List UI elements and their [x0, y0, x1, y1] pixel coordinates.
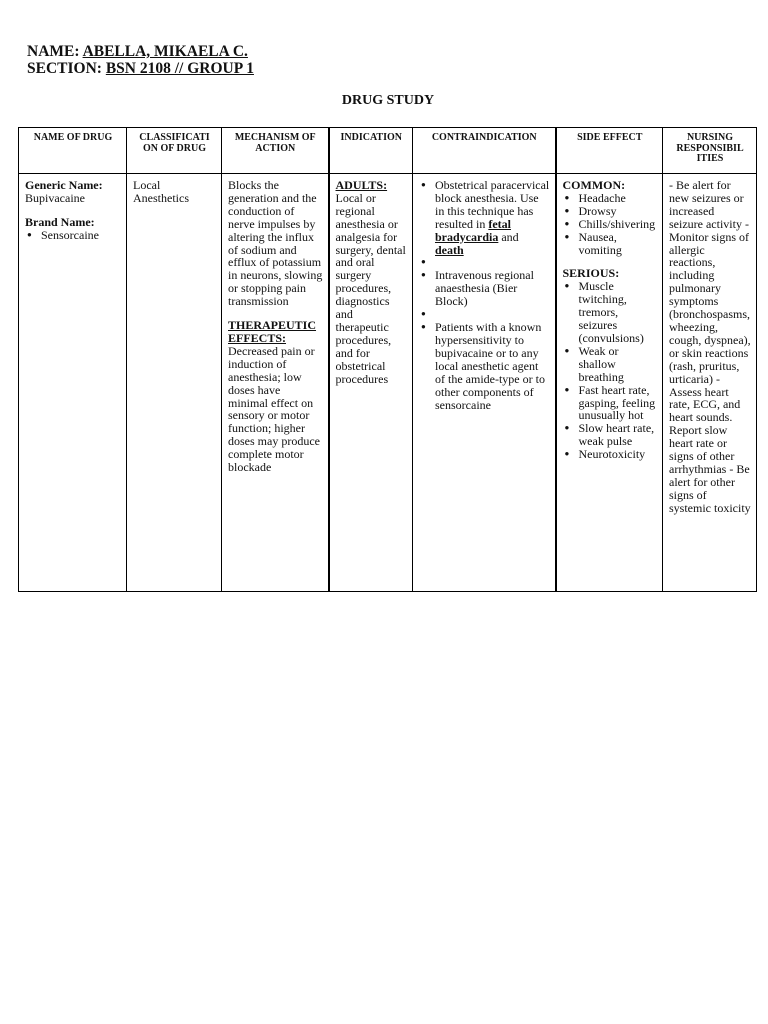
- common-side-effects: [563, 192, 658, 257]
- list-item: [419, 179, 550, 256]
- page-title: DRUG STUDY: [341, 93, 435, 108]
- contraindication-text: Obstetrical paracervical block anesthesia. Use in this technique has resulted in: [435, 178, 550, 231]
- serious-side-effects: [563, 280, 658, 461]
- cell-contraindication: [413, 174, 556, 592]
- generic-name-value: Bupivacaine: [25, 190, 85, 205]
- name-label: NAME:: [27, 43, 80, 60]
- contraindication-text: and: [498, 229, 519, 244]
- column-header-indication: INDICATION: [329, 128, 413, 174]
- serious-label: SERIOUS:: [562, 266, 620, 281]
- header: [27, 43, 254, 77]
- list-item: ● Chills/shivering: [563, 218, 658, 231]
- list-item: ● Patients with a known hypersensitivity to bupivacaine or to any local anesthetic agent of the amide-type or to other components of sensorcaine: [419, 321, 550, 411]
- column-header-classification: CLASSIFICATI ON OF DRUG: [127, 128, 222, 174]
- therapeutic-effects-label: THERAPEUTIC EFFECTS:: [228, 318, 317, 345]
- name-line: [27, 43, 254, 60]
- table-row: [19, 174, 757, 592]
- column-header-nursing: NURSING RESPONSIBIL ITIES: [663, 128, 757, 174]
- list-item: ● Nausea, vomiting: [563, 231, 658, 257]
- brand-name-list: [25, 229, 121, 242]
- drug-study-table: [18, 127, 757, 592]
- therapeutic-effects-text: Decreased pain or induction of anesthesia; low doses have minimal effect on sensory or motor function; higher doses may produce complete motor blockade: [228, 343, 320, 475]
- cell-classification: Local Anesthetics: [127, 174, 222, 592]
- column-header-contraindication: CONTRAINDICATION: [413, 128, 556, 174]
- cell-nursing-responsibilities: - Be alert for new seizures or increased seizure activity - Monitor signs of allergic reactions, including pulmonary symptoms (bronchospasms, wheezing, cough, dyspnea), or skin reactions (rash, pruritus, urticaria) - Assess heart rate, ECG, and heart sounds. Report slow heart rate or signs of other arrhythmias - Be alert for other signs of systemic toxicity: [663, 174, 757, 592]
- section-value: BSN 2108 // GROUP 1: [105, 60, 254, 77]
- indication-text: Local or regional anesthesia or analgesia for surgery, dental and oral surgery procedures, diagnostics and therapeutic procedures, and for obstetrical procedures: [335, 190, 406, 386]
- cell-indication: [329, 174, 413, 592]
- cell-name-of-drug: [19, 174, 127, 592]
- list-item: ● Sensorcaine: [25, 229, 121, 242]
- student-name: ABELLA, MIKAELA C.: [82, 43, 248, 60]
- common-label: COMMON:: [562, 178, 626, 192]
- generic-name-label: Generic Name:: [25, 178, 103, 192]
- list-item: ● Weak or shallow breathing: [563, 345, 658, 384]
- list-item: ● Headache: [563, 192, 658, 205]
- mechanism-text: Blocks the generation and the conduction of nerve impulses by altering the influx of sodium and efflux of potassium in neurons, slowing or stopping pain transmission: [228, 178, 323, 309]
- list-item: ● Drowsy: [563, 205, 658, 218]
- list-item: ● Neurotoxicity: [563, 448, 658, 461]
- section-line: [27, 60, 254, 77]
- cell-mechanism: [222, 174, 329, 592]
- column-header-side-effect: SIDE EFFECT: [556, 128, 663, 174]
- list-item: ● Fast heart rate, gasping, feeling unusually hot: [563, 384, 658, 423]
- contraindication-list: [419, 179, 550, 412]
- indication-label: ADULTS:: [335, 178, 388, 192]
- brand-name-label: Brand Name:: [25, 214, 95, 229]
- column-header-mechanism: MECHANISM OF ACTION: [222, 128, 329, 174]
- emphasis-text: death: [435, 242, 464, 257]
- emphasis-text: fetal bradycardia: [435, 216, 511, 244]
- section-label: SECTION:: [27, 60, 102, 77]
- cell-side-effect: [556, 174, 663, 592]
- list-item: ● Intravenous regional anaesthesia (Bier Block): [419, 269, 550, 308]
- column-header-name-of-drug: NAME OF DRUG: [19, 128, 127, 174]
- list-item: ● Muscle twitching, tremors, seizures (convulsions): [563, 280, 658, 345]
- table-header-row: [19, 128, 757, 174]
- list-item: ● Slow heart rate, weak pulse: [563, 422, 658, 448]
